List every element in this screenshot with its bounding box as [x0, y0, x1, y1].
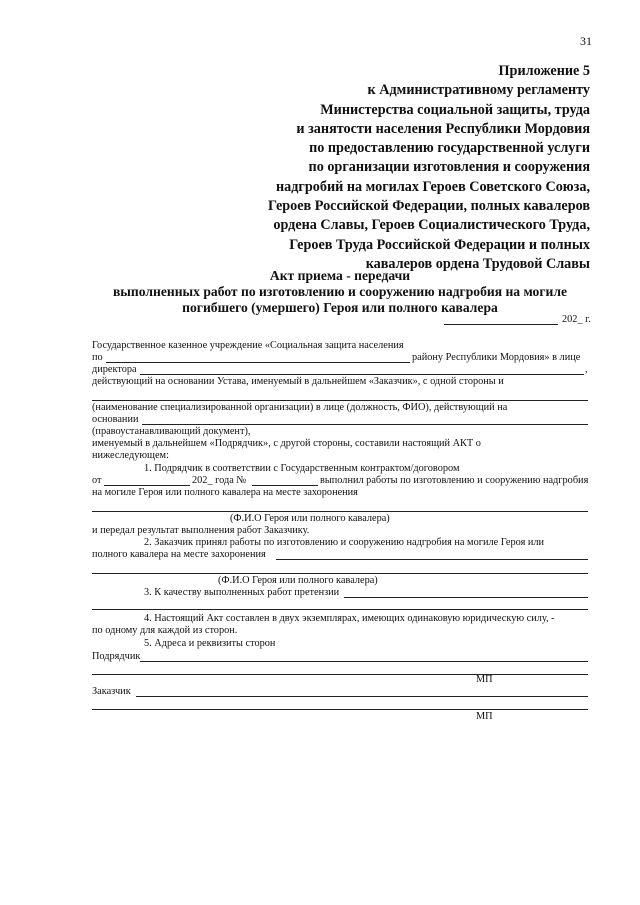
paragraph-3-line: 3. К качеству выполненных работ претензии [144, 587, 340, 598]
date-suffix: 202_ г. [562, 314, 591, 325]
act-title-line: погибшего (умершего) Героя или полного кавалера [182, 300, 498, 315]
date-field-line[interactable] [444, 324, 558, 325]
appendix-line: ордена Славы, Героев Социалистического Труда, [273, 217, 590, 234]
fio-caption-1: (Ф.И.О Героя или полного кавалера) [230, 513, 390, 524]
organization-field-line[interactable] [92, 400, 588, 401]
contract-number-field-line[interactable] [252, 485, 318, 486]
paragraph-5-line: 5. Адреса и реквизиты сторон [144, 638, 276, 649]
below-line: нижеследующем: [92, 450, 169, 461]
organization-caption: (наименование специализированной организации) в лице (должность, ФИО), действующий на [92, 402, 508, 413]
appendix-line: кавалеров ордена Трудовой Славы [365, 255, 590, 272]
po-label: по [92, 352, 103, 363]
paragraph-2-line: 2. Заказчик принял работы по изготовлению и сооружению надгробия на могиле Героя или [144, 537, 545, 548]
paragraph-4-line: 4. Настоящий Акт составлен в двух экземплярах, имеющих одинаковую юридическую силу, - [144, 613, 555, 624]
hero-name-field-line-1[interactable] [92, 511, 588, 512]
appendix-line: надгробий на могилах Героев Советского Союза, [275, 178, 590, 195]
customer-label: Заказчик [92, 686, 131, 697]
act-title-line: выполненных работ по изготовлению и сооружению надгробия на могиле [112, 284, 568, 299]
burial-place-field-line[interactable] [276, 559, 588, 560]
document-caption: (правоустанавливающий документ), [92, 426, 251, 437]
paragraph-1-line: 1. Подрядчик в соответствии с Государственным контрактом/договором [144, 463, 460, 474]
claims-field-line[interactable] [344, 597, 588, 598]
customer-field-line[interactable] [136, 696, 588, 697]
page-number: 31 [580, 34, 592, 48]
appendix-header [268, 62, 590, 274]
contractor-field-line[interactable] [140, 661, 588, 662]
appendix-line: к Административному регламенту [367, 82, 590, 99]
contractor-label: Подрядчик [92, 651, 141, 662]
paragraph-1-line-3: на могиле Героя или полного кавалера на месте захоронения [92, 487, 358, 498]
appendix-line: по организации изготовления и сооружения [308, 159, 590, 176]
handed-line: и передал результат выполнения работ Заказчику. [92, 525, 310, 536]
appendix-line: Героев Труда Российской Федерации и полных [289, 236, 590, 253]
fio-caption-2: (Ф.И.О Героя или полного кавалера) [218, 575, 378, 586]
p1-year: 202_ года № [192, 475, 247, 486]
customer-field-line-2[interactable] [92, 709, 588, 710]
appendix-line: Министерства социальной защиты, труда [320, 101, 590, 118]
basis-field-line[interactable] [142, 424, 588, 425]
appendix-line: Героев Российской Федерации, полных кавалеров [268, 198, 590, 215]
appendix-line: Приложение 5 [498, 63, 590, 79]
act-title-line: Акт приема - передачи [269, 268, 411, 283]
paragraph-2-line-2: полного кавалера на месте захоронения [92, 549, 266, 560]
hero-name-field-line-2[interactable] [92, 573, 588, 574]
paragraph-4-line-2: по одному для каждой из сторон. [92, 625, 238, 636]
contract-date-field-line[interactable] [104, 485, 190, 486]
director-field-line[interactable] [140, 374, 584, 375]
stamp-2: МП [476, 711, 493, 722]
contractor-field-line-2[interactable] [92, 674, 588, 675]
director-end: , [585, 364, 588, 375]
act-title [0, 268, 640, 316]
institution-line: Государственное казенное учреждение «Социальная защита населения [92, 340, 404, 351]
district-field-line[interactable] [106, 362, 410, 363]
contractor-intro-line: именуемый в дальнейшем «Подрядчик», с другой стороны, составили настоящий АКТ о [92, 438, 481, 449]
stamp-1: МП [476, 674, 493, 685]
p1-tail: выполнил работы по изготовлению и сооружению надгробия [320, 475, 589, 486]
appendix-line: и занятости населения Республики Мордовия [296, 120, 590, 137]
director-label: директора [92, 364, 137, 375]
p1-from-label: от [92, 475, 102, 486]
claims-field-line-2[interactable] [92, 609, 588, 610]
acting-line: действующий на основании Устава, именуемый в дальнейшем «Заказчик», с одной стороны и [92, 376, 504, 387]
basis-label: основании [92, 414, 139, 425]
district-suffix: району Республики Мордовия» в лице [412, 352, 581, 363]
appendix-line: по предоставлению государственной услуги [309, 140, 590, 157]
